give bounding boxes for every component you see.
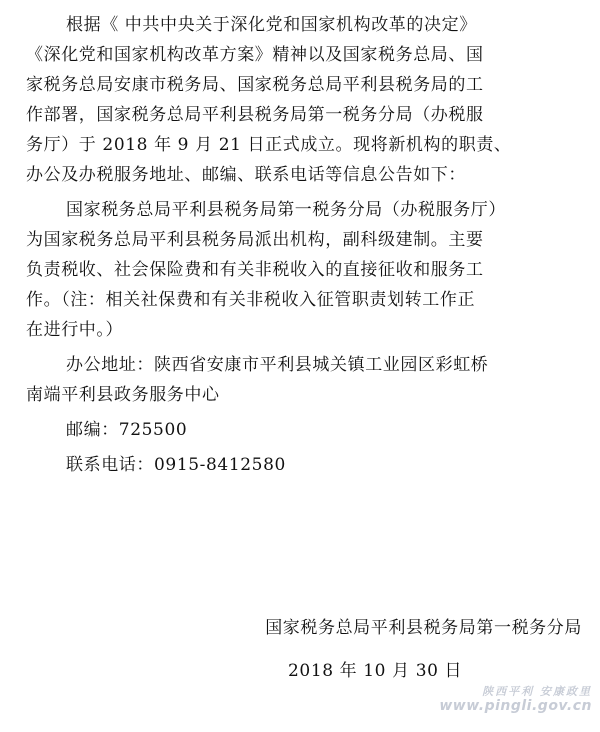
text-line: 国家税务总局平利县税务局第一税务分局（办税服务厅） (66, 200, 506, 220)
postcode-line: 邮编：725500 (66, 420, 188, 440)
text-line: 根据《 中共中央关于深化党和国家机构改革的决定》 (66, 15, 477, 35)
text-line: 《深化党和国家机构改革方案》精神以及国家税务总局、国 (26, 45, 484, 65)
signature-organization: 国家税务总局平利县税务局第一税务分局 (265, 618, 582, 638)
text-line: 南端平利县政务服务中心 (26, 385, 220, 405)
paragraph-address (26, 350, 582, 410)
text-line: 办公地址：陕西省安康市平利县城关镇工业园区彩虹桥 (66, 355, 489, 375)
text-line: 办公及办税服务地址、邮编、联系电话等信息公告如下： (26, 165, 466, 185)
text-line: 作部署，国家税务总局平利县税务局第一税务分局（办税服 (26, 105, 484, 125)
text-line: 务厅）于 2018 年 9 月 21 日正式成立。现将新机构的职责、 (26, 135, 512, 155)
text-line: 为国家税务总局平利县税务局派出机构，副科级建制。主要 (26, 230, 484, 250)
text-line: 在进行中。） (26, 320, 124, 340)
signature-date: 2018 年 10 月 30 日 (288, 661, 463, 681)
watermark-url: www.pingli.gov.cn (439, 698, 592, 714)
notice-body (26, 10, 582, 681)
paragraph-intro (26, 10, 582, 190)
text-line: 家税务总局安康市税务局、国家税务总局平利县税务局的工 (26, 75, 484, 95)
watermark (439, 684, 592, 714)
text-line: 负责税收、社会保险费和有关非税收入的直接征收和服务工 (26, 260, 484, 280)
paragraph-duties (26, 195, 582, 345)
text-line: 作。（注：相关社保费和有关非税收入征管职责划转工作正 (26, 290, 476, 310)
phone-line: 联系电话：0915-8412580 (66, 455, 286, 475)
watermark-site-name: 陕西平利 安康政里 (482, 685, 592, 698)
